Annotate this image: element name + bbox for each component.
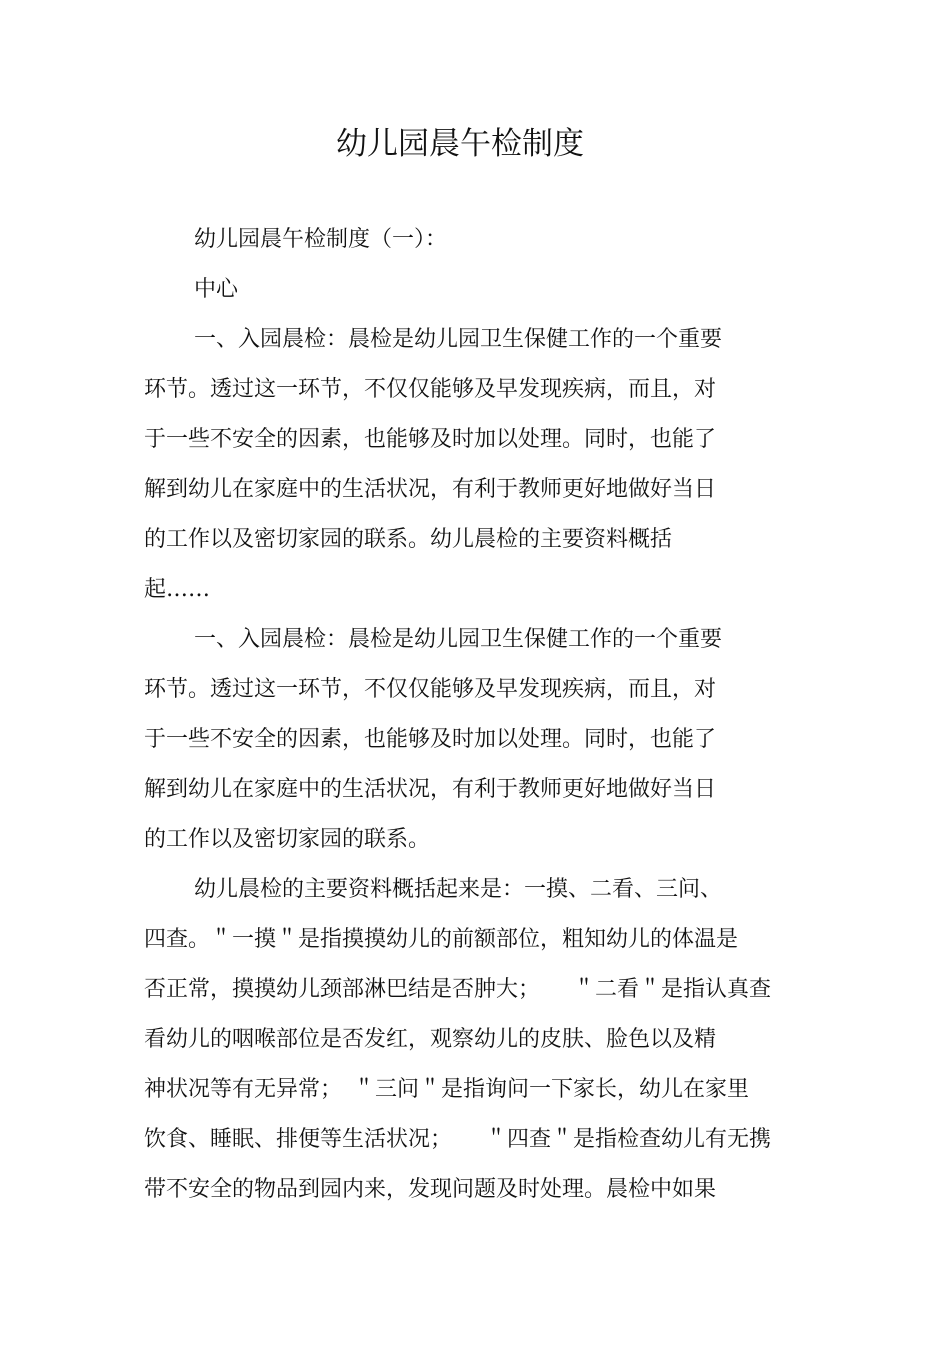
- text-line: 的工作以及密切家园的联系。幼儿晨检的主要资料概括: [144, 527, 673, 552]
- text-line: 环节。透过这一环节，不仅仅能够及早发现疾病，而且，对: [144, 377, 717, 402]
- text-line: 解到幼儿在家庭中的生活状况，有利于教师更好地做好当日: [144, 777, 717, 802]
- document-title: 幼儿园晨午检制度: [336, 126, 584, 162]
- text-line: 解到幼儿在家庭中的生活状况，有利于教师更好地做好当日: [144, 477, 717, 502]
- text-line: 一、入园晨检：晨检是幼儿园卫生保健工作的一个重要: [194, 327, 723, 352]
- text-line: 中心: [194, 277, 239, 302]
- text-line: 一、入园晨检：晨检是幼儿园卫生保健工作的一个重要: [194, 627, 723, 652]
- text-line: 起……: [144, 577, 211, 602]
- text-line: 神状况等有无异常； ＂三问＂是指询问一下家长，幼儿在家里: [144, 1077, 750, 1102]
- text-line: 饮食、睡眠、排便等生活状况； ＂四查＂是指检查幼儿有无携: [144, 1127, 772, 1152]
- text-line: 于一些不安全的因素，也能够及时加以处理。同时，也能了: [144, 427, 717, 452]
- text-line: 带不安全的物品到园内来，发现问题及时处理。晨检中如果: [144, 1177, 717, 1202]
- text-line: 于一些不安全的因素，也能够及时加以处理。同时，也能了: [144, 727, 717, 752]
- text-line: 否正常，摸摸幼儿颈部淋巴结是否肿大； ＂二看＂是指认真查: [144, 977, 772, 1002]
- text-line: 幼儿晨检的主要资料概括起来是：一摸、二看、三问、: [194, 877, 723, 902]
- text-line: 环节。透过这一环节，不仅仅能够及早发现疾病，而且，对: [144, 677, 717, 702]
- text-line: 看幼儿的咽喉部位是否发红，观察幼儿的皮肤、脸色以及精: [144, 1027, 717, 1052]
- text-line: 四查。＂一摸＂是指摸摸幼儿的前额部位，粗知幼儿的体温是: [144, 927, 739, 952]
- text-line: 的工作以及密切家园的联系。: [144, 827, 431, 852]
- text-line: 幼儿园晨午检制度（一）：: [194, 227, 448, 252]
